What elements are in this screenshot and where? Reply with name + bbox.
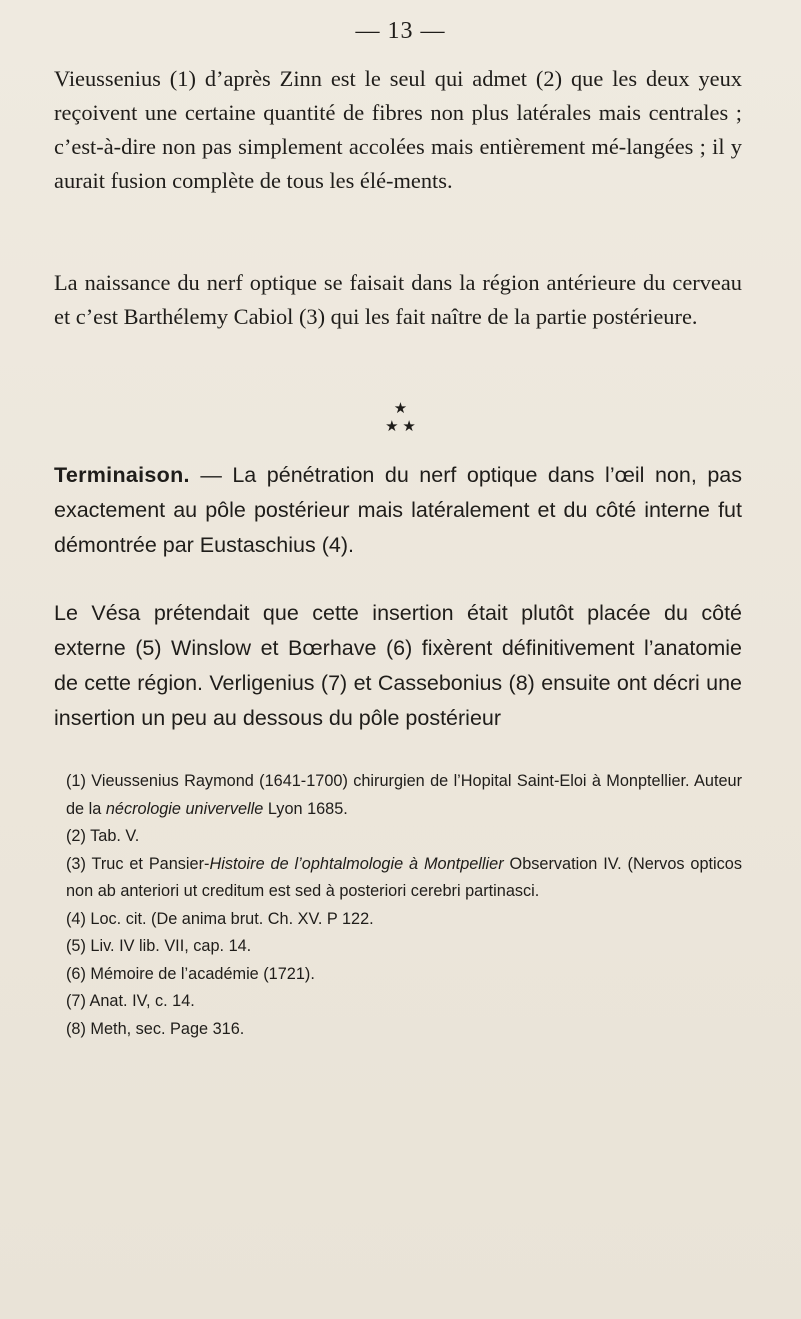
footnote-3-text: (3) Truc et Pansier- — [66, 854, 210, 873]
footnotes — [54, 768, 742, 1043]
star-icon-bottom: ★ ★ — [385, 419, 416, 435]
footnote-1 — [54, 768, 742, 823]
paragraph-1 — [54, 62, 742, 198]
footnote-7: (7) Anat. IV, c. 14. — [66, 992, 195, 1010]
page-number: — 13 — — [355, 18, 446, 44]
footnote-1-italic: nécrologie univervelle — [105, 799, 264, 818]
footnote-3 — [54, 851, 742, 906]
footnote-1-tail: Lyon 1685. — [263, 799, 348, 818]
footnote-4: (4) Loc. cit. (De anima brut. Ch. XV. P 122. — [66, 909, 374, 928]
paragraph-4-text: Le Vésa prétendait que cette insertion était plutôt placée du côté externe (5) Winslow et Bœrhave (6) fixèrent définitivement l’anatomie de cette région. Verligenius (7) et Cassebonius (8) ensuite ont décri une insertion un peu au dessous du pôle postérieur — [54, 601, 742, 730]
footnote-6: (6) Mémoire de l’académie (1721). — [66, 964, 315, 983]
paragraph-2-text: La naissance du nerf optique se faisait dans la région antérieure du cerveau et c’est Barthélemy Cabiol (3) qui les fait naître de la partie postérieure. — [54, 270, 742, 329]
paragraph-2 — [54, 266, 742, 334]
footnote-5: (5) Liv. IV lib. VII, cap. 14. — [66, 937, 252, 955]
paragraph-1-text: Vieussenius (1) d’après Zinn est le seul qui admet (2) que les deux yeux reçoivent une certaine quantité de fibres non plus latérales mais centrales ; c’est-à-dire non pas simplement accolées mais entièrement mé-langées ; il y aurait fusion complète de tous les élé-ments. — [54, 66, 742, 193]
footnote-2: (2) Tab. V. — [66, 827, 140, 845]
paragraph-terminaison-body: — La pénétration du nerf optique dans l’œil non, pas exactement au pôle postérieur mais latéralement et du côté interne fut démontrée par Eustaschius (4). — [54, 463, 742, 557]
footnote-1-text: (1) Vieussenius Raymond (1641-1700) chirurgien de l’Hopital Saint-Eloi à Monptellier. Auteur de la — [66, 772, 742, 818]
section-heading: Terminaison. — [54, 463, 190, 487]
footnote-3-tail: Observation IV. (Nervos opticos non ab anteriori ut creditum est sed à posteriori cerebri partinasci. — [66, 854, 742, 900]
footnote-8: (8) Meth, sec. Page 316. — [66, 1019, 245, 1038]
section-divider-stars — [0, 400, 801, 436]
paragraph-terminaison-text — [54, 458, 742, 563]
footnote-3-italic: Histoire de l’ophtalmologie à Montpellier — [209, 854, 504, 873]
paragraph-4 — [54, 596, 742, 736]
paragraph-terminaison — [54, 458, 742, 563]
star-icon-top: ★ — [393, 401, 408, 417]
